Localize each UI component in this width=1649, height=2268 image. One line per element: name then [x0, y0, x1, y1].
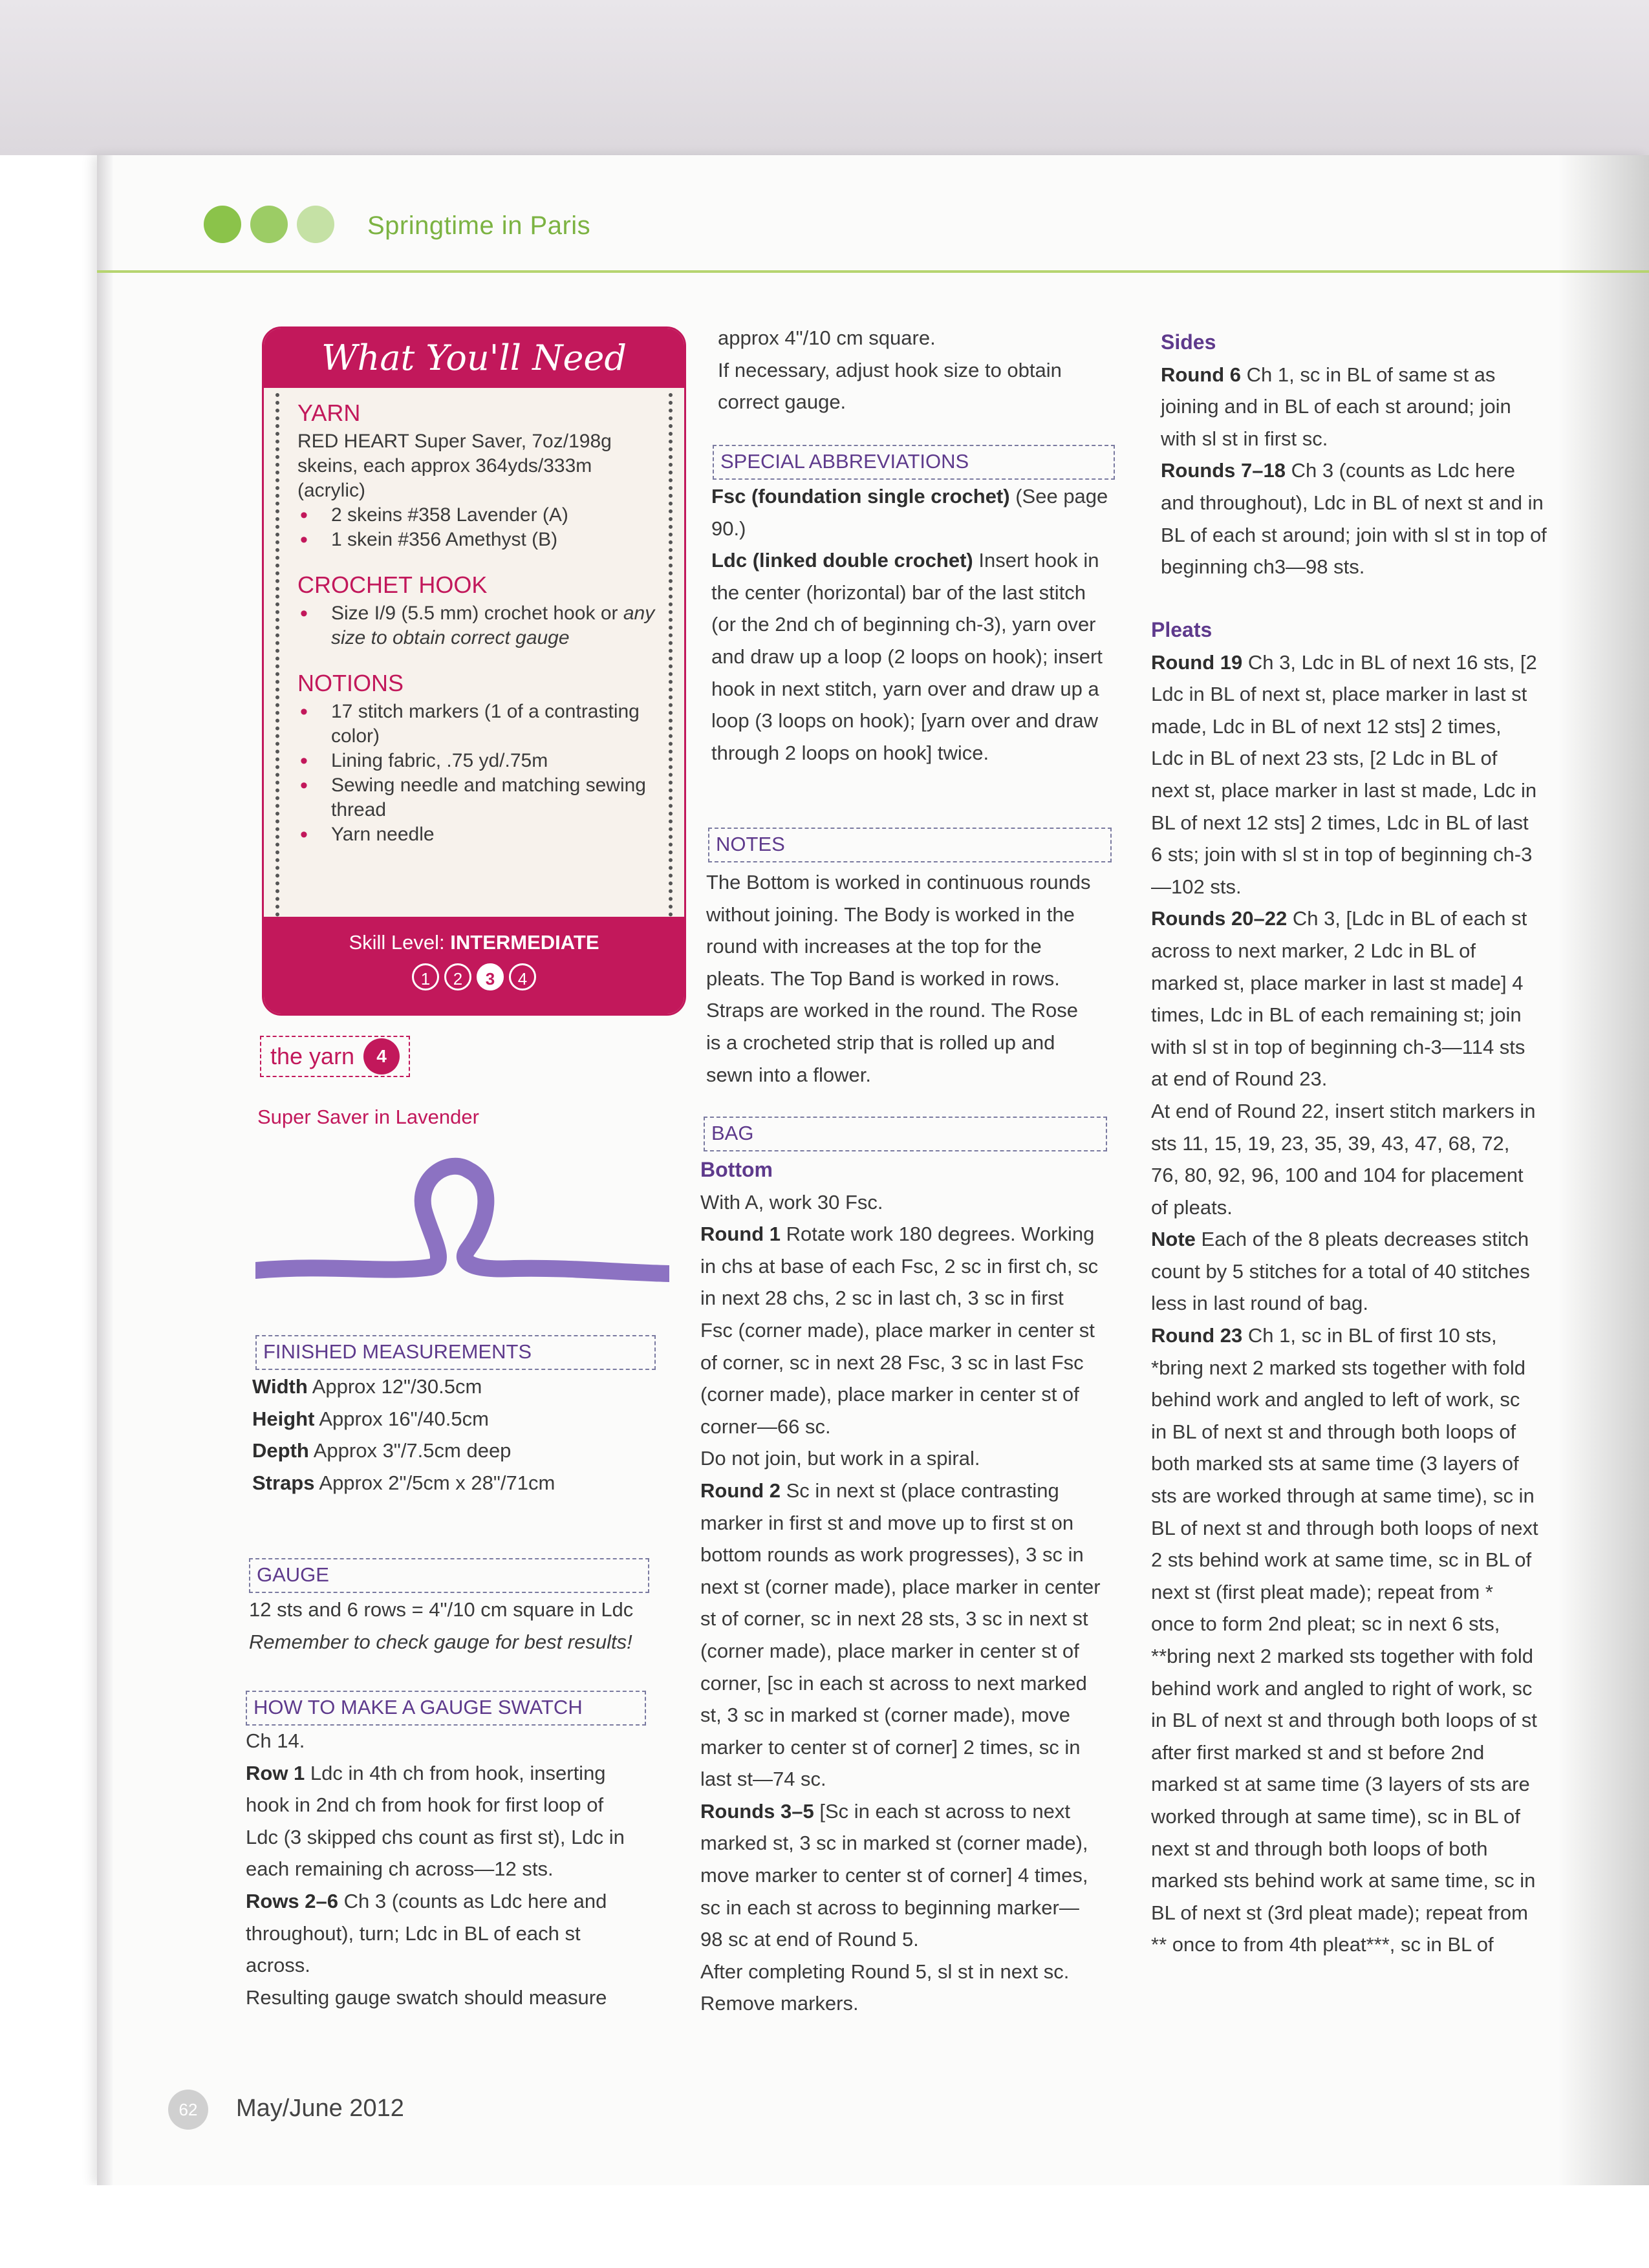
- yarn-heading: YARN: [297, 400, 361, 426]
- page-spine: [97, 155, 113, 2185]
- row1-label: Row 1: [246, 1761, 305, 1784]
- gauge-adjust: If necessary, adjust hook size to obtain correct gauge.: [718, 358, 1062, 414]
- yarn-name: Super Saver in Lavender: [257, 1106, 479, 1128]
- sides-text: [1161, 326, 1549, 583]
- after-round5: After completing Round 5, sl st in next sc. Remove markers.: [700, 1960, 1070, 2015]
- notion-item: • Sewing needle and matching sewing thread: [297, 773, 660, 822]
- skill-level-bar: [264, 917, 684, 1014]
- yarn-strand: [255, 1166, 669, 1274]
- sides-heading: Sides: [1161, 330, 1216, 354]
- hook-heading: CROCHET HOOK: [297, 572, 488, 598]
- hook-list: [297, 601, 660, 650]
- gauge-heading: GAUGE: [257, 1563, 329, 1586]
- swatch-box: [246, 1691, 646, 1726]
- skill-circle-3-active: 3: [477, 963, 504, 990]
- abbreviations-text: [711, 480, 1112, 769]
- page-edge-shade: [1558, 155, 1649, 2185]
- straps-value: Approx 2"/5cm x 28"/71cm: [319, 1471, 555, 1494]
- finished-measurements-box: [255, 1335, 656, 1370]
- gauge-cont: approx 4"/10 cm square.: [718, 326, 936, 349]
- skill-text: [264, 931, 684, 954]
- scan-bottom-margin: [0, 2185, 1649, 2268]
- yarn-photo: [255, 1144, 669, 1300]
- bag-heading: BAG: [711, 1122, 754, 1144]
- the-yarn-label: [260, 1036, 410, 1077]
- bottom-start: With A, work 30 Fsc.: [700, 1190, 883, 1214]
- bottom-text: [700, 1154, 1101, 2020]
- round35-text: [Sc in each st across to next marked st, 3 sc in marked st (corner made), move marker to center st of corner] 4 times, sc in each st across to beginning marker—98 sc at end of Round 5.: [700, 1799, 1088, 1951]
- need-title: What You'll Need: [264, 328, 684, 388]
- round2022-label: Rounds 20–22: [1151, 907, 1288, 930]
- width-value: Approx 12"/30.5cm: [312, 1375, 482, 1398]
- round1-text: Rotate work 180 degrees. Working in chs at base of each Fsc, 2 sc in first ch, sc in next 28 chs, 2 sc in last ch, 3 sc in first Fsc (corner made), place marker in center st of corner, sc in next 28 Fsc, 3 sc in last Fsc (corner made), place marker in center st of corner—66 sc.: [700, 1223, 1099, 1438]
- round6-label: Round 6: [1161, 363, 1241, 386]
- round718-text: Ch 3 (counts as Ldc here and throughout), Ldc in BL of next st and in BL of each st around; join with sl st in top of beginning ch3—98 sts.: [1161, 459, 1547, 579]
- yarn-weight-icon: 4: [363, 1038, 400, 1075]
- notes-box: [708, 828, 1112, 862]
- dot-1: [204, 206, 241, 243]
- bag-box: [704, 1117, 1107, 1151]
- fsc-text: (See page 90.): [711, 485, 1108, 540]
- dot-2: [250, 206, 288, 243]
- skill-label: Skill Level:: [349, 931, 445, 954]
- notion-item: • Yarn needle: [297, 822, 660, 847]
- yarn-item: • 2 skeins #358 Lavender (A): [297, 503, 660, 528]
- issue-date: May/June 2012: [236, 2095, 404, 2122]
- note-label: Note: [1151, 1228, 1196, 1251]
- row1-text: Ldc in 4th ch from hook, inserting hook in 2nd ch from hook for first loop of Ldc (3 skipped chs count as first st), Ldc in each remaining ch across—12 sts.: [246, 1761, 625, 1881]
- skill-circle-1: 1: [412, 963, 439, 990]
- dot-3: [297, 206, 334, 243]
- skill-value: INTERMEDIATE: [450, 931, 599, 954]
- ldc-label: Ldc (linked double crochet): [711, 549, 973, 572]
- round19-label: Round 19: [1151, 650, 1243, 674]
- skill-circle-2: 2: [444, 963, 471, 990]
- section-title: Springtime in Paris: [367, 211, 591, 240]
- round2-text: Sc in next st (place contrasting marker in first st and move up to first st on bottom rounds as work progresses), 3 sc in next st (corner made), place marker in center st of corner, sc in next 28 sts, 3 sc in next st (corner made), place marker in center st of corner, [sc in each st across to next marked st, 3 sc in marked st (corner made), move marker to center st of corner] 2 times, sc in last st—74 sc.: [700, 1479, 1101, 1791]
- straps-label: Straps: [252, 1471, 315, 1494]
- swatch-ch: Ch 14.: [246, 1729, 305, 1752]
- hook-text: Size I/9 (5.5 mm) crochet hook or: [331, 603, 618, 624]
- round6-text: Ch 1, sc in BL of same st as joining and in BL of each st around; join with sl st in first sc.: [1161, 363, 1511, 450]
- depth-label: Depth: [252, 1439, 309, 1462]
- no-join: Do not join, but work in a spiral.: [700, 1447, 980, 1470]
- hook-item: [297, 601, 660, 650]
- round2-label: Round 2: [700, 1479, 781, 1502]
- yarn-desc: RED HEART Super Saver, 7oz/198g skeins, each approx 364yds/333m (acrylic): [297, 431, 612, 501]
- note-text: Each of the 8 pleats decreases stitch count by 5 stitches for a total of 40 stitches less in last round of bag.: [1151, 1228, 1530, 1315]
- fsc-label: Fsc (foundation single crochet): [711, 485, 1010, 508]
- what-youll-need-box: [262, 326, 686, 1016]
- the-yarn-text: the yarn: [270, 1043, 355, 1069]
- gauge-reminder: Remember to check gauge for best results!: [249, 1630, 632, 1653]
- skill-circle-4: 4: [509, 963, 536, 990]
- rows26-label: Rows 2–6: [246, 1889, 339, 1912]
- round19-text: Ch 3, Ldc in BL of next 16 sts, [2 Ldc in BL of next st, place marker in last st made, Ldc in BL of next 12 sts] 2 times, Ldc in BL of next 23 sts, [2 Ldc in BL of next st, place marker in last st made, Ldc in BL of next 12 sts] 2 times, Ldc in BL of last 6 sts; join with sl st in top of beginning ch-3—102 sts.: [1151, 650, 1537, 898]
- gauge-continued: [718, 322, 1106, 418]
- scan-background: [0, 0, 1649, 155]
- gauge-value: 12 sts and 6 rows = 4"/10 cm square in Ldc: [249, 1598, 634, 1621]
- section-dots: [204, 206, 334, 243]
- notes-text: The Bottom is worked in continuous rounds without joining. The Body is worked in the round with increases at the top for the pleats. The Top Band is worked in rows. Straps are worked in the round. The Rose is a crocheted strip that is rolled up and sewn into a flower.: [706, 871, 1091, 1086]
- notion-item: • Lining fabric, .75 yd/.75m: [297, 749, 660, 773]
- notion-item: • 17 stitch markers (1 of a contrasting color): [297, 700, 660, 749]
- yarn-list: [297, 503, 660, 552]
- round35-label: Rounds 3–5: [700, 1799, 814, 1823]
- round718-label: Rounds 7–18: [1161, 459, 1286, 482]
- height-label: Height: [252, 1407, 315, 1430]
- page-number: 62: [168, 2090, 208, 2130]
- finished-measurements-heading: FINISHED MEASUREMENTS: [263, 1340, 532, 1363]
- header-rule: [97, 270, 1649, 273]
- width-label: Width: [252, 1375, 308, 1398]
- gauge-text: [249, 1594, 663, 1658]
- swatch-text: [246, 1725, 640, 2013]
- notions-list: [297, 700, 660, 847]
- pleats-heading: Pleats: [1151, 618, 1212, 641]
- need-content: [297, 400, 660, 866]
- notions-heading: NOTIONS: [297, 670, 404, 696]
- swatch-result: Resulting gauge swatch should measure: [246, 1985, 607, 2009]
- ldc-text: Insert hook in the center (horizontal) bar of the last stitch (or the 2nd ch of beginning ch-3), yarn over and draw up a loop (2 loops on hook); insert hook in next stitch, yarn over and draw up a loop (3 loops on hook); [yarn over and draw through 2 loops on hook] twice.: [711, 549, 1103, 764]
- skill-circles: [264, 963, 684, 990]
- rows26-text: Ch 3 (counts as Ldc here and throughout), turn; Ldc in BL of each st across.: [246, 1889, 607, 1977]
- abbreviations-box: [713, 445, 1115, 480]
- abbreviations-heading: SPECIAL ABBREVIATIONS: [720, 450, 969, 473]
- round23-label: Round 23: [1151, 1324, 1243, 1347]
- markers-text: At end of Round 22, insert stitch markers in sts 11, 15, 19, 23, 35, 39, 43, 47, 68, 72, 76, 80, 92, 96, 100 and 104 for placement of pleats.: [1151, 1099, 1536, 1219]
- depth-value: Approx 3"/7.5cm deep: [313, 1439, 512, 1462]
- round1-label: Round 1: [700, 1223, 781, 1246]
- yarn-item: • 1 skein #356 Amethyst (B): [297, 528, 660, 552]
- bottom-heading: Bottom: [700, 1158, 773, 1181]
- pleats-text: [1151, 614, 1539, 1961]
- height-value: Approx 16"/40.5cm: [319, 1407, 489, 1430]
- notes-heading: NOTES: [716, 833, 785, 855]
- finished-measurements-text: [252, 1371, 666, 1499]
- gauge-box: [249, 1558, 649, 1593]
- round2022-text: Ch 3, [Ldc in BL of each st across to next marker, 2 Ldc in BL of marked st, place marker in last st made] 4 times, Ldc in BL of each remaining st; join with sl st in top of beginning ch-3—114 sts at end of Round 23.: [1151, 907, 1527, 1091]
- round23-text: Ch 1, sc in BL of first 10 sts, *bring next 2 marked sts together with fold behind work and angled to left of work, sc in BL of next st and through both loops of both marked sts at same time (3 layers of sts are worked through at same time), sc in BL of next st and through both loops of next 2 sts behind work at same time, sc in BL of next st (first pleat made); repeat from * once to form 2nd pleat; sc in next 6 sts, **bring next 2 marked sts together with fold behind work and angled to right of work, sc in BL of next st and through both loops of st after first marked st and st before 2nd marked st at same time (3 layers of sts are worked through at same time), sc in BL of next st and through both loops of both marked sts behind work at same time, sc in BL of next st (3rd pleat made); repeat from ** once to from 4th pleat***, sc in BL of: [1151, 1324, 1538, 1956]
- swatch-heading: HOW TO MAKE A GAUGE SWATCH: [253, 1696, 583, 1718]
- hook-italic: any size to obtain correct gauge: [331, 603, 655, 648]
